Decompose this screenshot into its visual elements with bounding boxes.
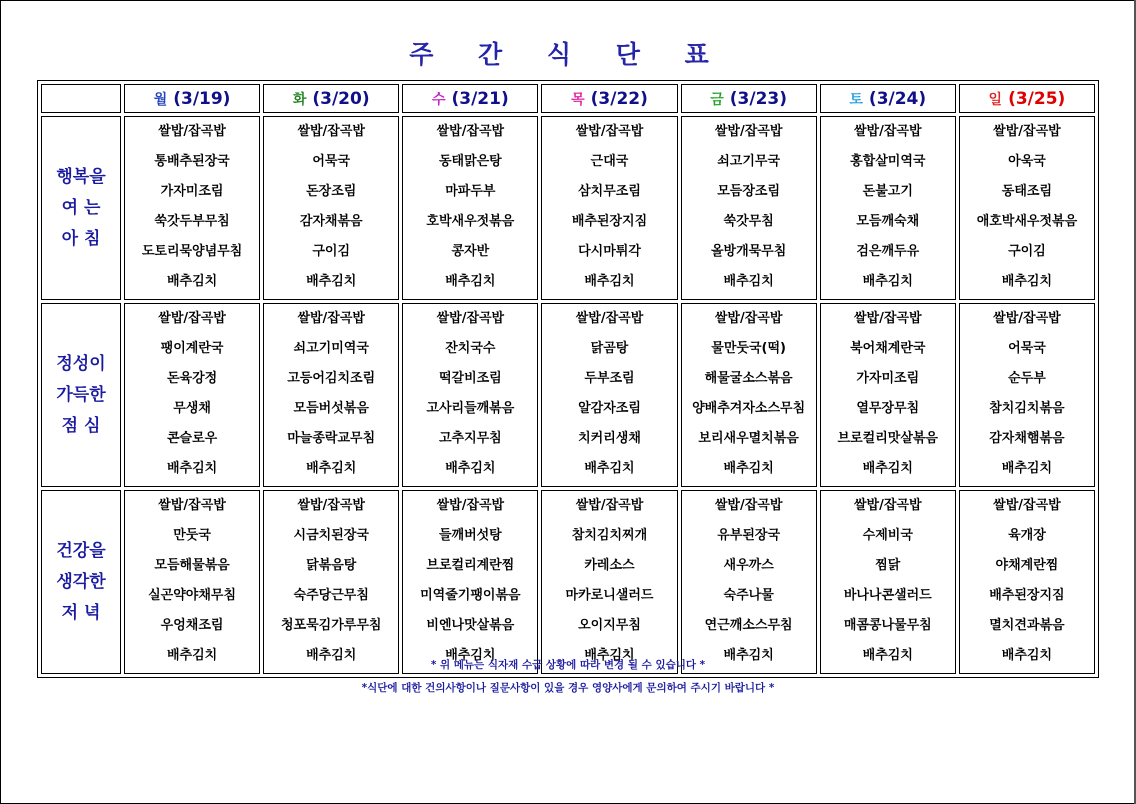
menu-item: 쌀밥/잡곡밥 bbox=[158, 124, 226, 139]
menu-item: 동태맑은탕 bbox=[438, 154, 502, 169]
menu-item: 가자미조림 bbox=[856, 371, 920, 386]
day-date: (3/25) bbox=[1008, 88, 1066, 109]
menu-item: 청포묵김가루무침 bbox=[280, 618, 382, 633]
menu-cell bbox=[681, 490, 817, 674]
menu-item: 브로컬리계란찜 bbox=[426, 558, 515, 573]
menu-item: 비엔나맛살볶음 bbox=[426, 618, 515, 633]
meal-label-line: 저 녁 bbox=[61, 602, 101, 623]
menu-cell bbox=[541, 303, 677, 487]
menu-item: 배추김치 bbox=[862, 274, 913, 289]
menu-cell bbox=[124, 116, 260, 300]
day-icon: 수 bbox=[431, 91, 446, 108]
menu-item: 쌀밥/잡곡밥 bbox=[575, 124, 644, 139]
menu-item: 실곤약야채무침 bbox=[148, 588, 237, 603]
menu-item: 쌀밥/잡곡밥 bbox=[436, 498, 505, 513]
menu-item: 쌀밥/잡곡밥 bbox=[297, 311, 365, 326]
menu-item: 수제비국 bbox=[862, 528, 913, 543]
menu-list bbox=[403, 304, 537, 486]
menu-cell bbox=[402, 303, 538, 487]
menu-list bbox=[542, 304, 676, 486]
menu-cell bbox=[959, 303, 1095, 487]
menu-list bbox=[682, 304, 816, 486]
menu-list bbox=[403, 117, 537, 299]
menu-list bbox=[264, 117, 398, 299]
menu-list bbox=[264, 491, 398, 673]
menu-cell bbox=[959, 490, 1095, 674]
menu-item: 팽이계란국 bbox=[160, 341, 224, 356]
menu-item: 쌀밥/잡곡밥 bbox=[993, 124, 1061, 139]
menu-item: 배추김치 bbox=[1001, 648, 1053, 663]
menu-item: 배추김치 bbox=[166, 648, 218, 663]
menu-item: 쌀밥/잡곡밥 bbox=[158, 311, 226, 326]
menu-item: 쌀밥/잡곡밥 bbox=[993, 311, 1061, 326]
menu-item: 쌀밥/잡곡밥 bbox=[854, 498, 922, 513]
menu-item: 잔치국수 bbox=[445, 341, 496, 356]
menu-item: 검은깨두유 bbox=[856, 244, 920, 259]
menu-item: 바나나콘샐러드 bbox=[843, 588, 932, 603]
menu-item: 감자채햄볶음 bbox=[989, 431, 1065, 446]
menu-item: 배추김치 bbox=[166, 274, 218, 289]
menu-item: 해물굴소스볶음 bbox=[704, 371, 793, 386]
corner-cell bbox=[41, 84, 121, 113]
meal-label-line: 아 침 bbox=[61, 228, 101, 249]
menu-list bbox=[821, 117, 955, 299]
meal-label-lunch bbox=[41, 303, 121, 487]
menu-item: 구이김 bbox=[312, 244, 351, 259]
day-date: (3/19) bbox=[173, 88, 231, 109]
menu-item: 배추김치 bbox=[862, 648, 913, 663]
menu-list bbox=[682, 117, 816, 299]
menu-item: 배추김치 bbox=[723, 461, 774, 476]
menu-item: 다시마튀각 bbox=[578, 244, 641, 259]
menu-item: 만둣국 bbox=[173, 528, 211, 543]
menu-item: 유부된장국 bbox=[717, 528, 781, 543]
page-title: 주 간 식 단 표 bbox=[409, 40, 727, 69]
menu-item: 시금치된장국 bbox=[293, 528, 369, 543]
menu-list bbox=[125, 117, 259, 299]
menu-item: 매콤콩나물무침 bbox=[843, 618, 932, 633]
menu-item: 보리새우멸치볶음 bbox=[698, 431, 799, 446]
meal-label-line: 생각한 bbox=[56, 571, 106, 592]
menu-item: 치커리생채 bbox=[578, 431, 641, 446]
menu-cell bbox=[541, 116, 677, 300]
menu-item: 배추된장지짐 bbox=[989, 588, 1065, 603]
menu-item: 어묵국 bbox=[1008, 341, 1046, 356]
menu-cell bbox=[263, 490, 399, 674]
menu-item: 모듬해물볶음 bbox=[154, 558, 230, 573]
menu-cell bbox=[402, 490, 538, 674]
meal-row-breakfast bbox=[41, 116, 1095, 300]
day-icon: 금 bbox=[710, 91, 724, 108]
menu-item: 닭곰탕 bbox=[590, 341, 629, 356]
day-header-mon bbox=[124, 84, 260, 113]
menu-item: 야채계란찜 bbox=[995, 558, 1059, 573]
menu-item: 애호박새우젓볶음 bbox=[976, 214, 1078, 229]
menu-item: 고사리들깨볶음 bbox=[426, 401, 515, 416]
menu-list bbox=[542, 117, 676, 299]
menu-item: 두부조림 bbox=[584, 371, 635, 386]
menu-cell bbox=[124, 303, 260, 487]
menu-item: 고추지무침 bbox=[438, 431, 502, 446]
menu-item: 북어채계란국 bbox=[850, 341, 926, 356]
day-date: (3/20) bbox=[312, 88, 370, 109]
day-header-wed bbox=[402, 84, 538, 113]
menu-list bbox=[960, 304, 1094, 486]
menu-item: 숙주당근무침 bbox=[293, 588, 369, 603]
menu-item: 우엉채조림 bbox=[160, 618, 224, 633]
menu-item: 쌀밥/잡곡밥 bbox=[854, 124, 922, 139]
menu-list bbox=[403, 491, 537, 673]
meal-label-line: 건강을 bbox=[56, 540, 106, 561]
menu-list bbox=[125, 491, 259, 673]
day-icon: 화 bbox=[292, 91, 307, 108]
menu-item: 배추김치 bbox=[306, 274, 357, 289]
day-header-fri bbox=[681, 84, 817, 113]
menu-item: 홍합살미역국 bbox=[850, 154, 926, 169]
menu-item: 올방개묵무침 bbox=[710, 244, 787, 259]
menu-item: 오이지무침 bbox=[578, 618, 641, 633]
menu-cell bbox=[124, 490, 260, 674]
menu-item: 알감자조림 bbox=[578, 401, 641, 416]
menu-item: 들깨버섯탕 bbox=[438, 528, 502, 543]
menu-item: 근대국 bbox=[590, 154, 629, 169]
menu-item: 쌀밥/잡곡밥 bbox=[575, 311, 644, 326]
day-header-row bbox=[41, 84, 1095, 113]
menu-item: 쌀밥/잡곡밥 bbox=[297, 498, 365, 513]
menu-item: 통배추된장국 bbox=[154, 154, 230, 169]
menu-item: 쇠고기미역국 bbox=[293, 341, 369, 356]
menu-item: 배추김치 bbox=[584, 648, 635, 663]
menu-cell bbox=[263, 116, 399, 300]
menu-item: 아욱국 bbox=[1008, 154, 1046, 169]
menu-cell bbox=[681, 116, 817, 300]
menu-item: 참치김치찌개 bbox=[571, 528, 648, 543]
menu-item: 감자채볶음 bbox=[299, 214, 363, 229]
day-date: (3/23) bbox=[729, 88, 788, 109]
menu-item: 떡갈비조림 bbox=[438, 371, 502, 386]
menu-item: 배추김치 bbox=[723, 648, 774, 663]
menu-item: 쌀밥/잡곡밥 bbox=[575, 498, 644, 513]
menu-item: 쌀밥/잡곡밥 bbox=[854, 311, 922, 326]
menu-item: 쑥갓무침 bbox=[723, 214, 774, 229]
menu-item: 카레소스 bbox=[584, 558, 635, 573]
menu-item: 물만둣국(떡) bbox=[711, 341, 786, 356]
menu-item: 콘슬로우 bbox=[166, 431, 218, 446]
day-icon: 목 bbox=[571, 91, 585, 108]
weekly-menu-table bbox=[37, 80, 1099, 678]
menu-item: 돈육강정 bbox=[166, 371, 218, 386]
menu-item: 배추김치 bbox=[306, 648, 357, 663]
menu-item: 마카로니샐러드 bbox=[565, 588, 654, 603]
menu-item: 배추된장지짐 bbox=[571, 214, 648, 229]
menu-item: 열무장무침 bbox=[856, 401, 920, 416]
menu-item: 배추김치 bbox=[584, 274, 635, 289]
menu-item: 숙주나물 bbox=[723, 588, 774, 603]
meal-label-line: 가득한 bbox=[56, 384, 106, 405]
menu-list bbox=[264, 304, 398, 486]
menu-item: 닭볶음탕 bbox=[306, 558, 357, 573]
menu-item: 콩자반 bbox=[451, 244, 490, 259]
menu-list bbox=[821, 491, 955, 673]
menu-item: 찜닭 bbox=[875, 558, 901, 573]
notice-change: * 위 메뉴는 식자재 수급 상황에 따라 변경 될 수 있습니다 * bbox=[430, 659, 706, 671]
menu-cell bbox=[402, 116, 538, 300]
menu-list bbox=[960, 117, 1094, 299]
menu-item: 어묵국 bbox=[312, 154, 351, 169]
menu-item: 쌀밥/잡곡밥 bbox=[993, 498, 1061, 513]
menu-item: 쌀밥/잡곡밥 bbox=[436, 311, 505, 326]
day-header-thu bbox=[541, 84, 677, 113]
meal-label-line: 여 는 bbox=[61, 197, 101, 218]
menu-item: 참치김치볶음 bbox=[989, 401, 1065, 416]
menu-item: 도토리묵양념무침 bbox=[141, 244, 243, 259]
day-header-sat bbox=[820, 84, 956, 113]
menu-item: 쌀밥/잡곡밥 bbox=[158, 498, 226, 513]
menu-cell bbox=[541, 490, 677, 674]
menu-cell bbox=[820, 116, 956, 300]
menu-item: 쌀밥/잡곡밥 bbox=[297, 124, 365, 139]
day-date: (3/24) bbox=[868, 88, 927, 109]
menu-cell bbox=[820, 303, 956, 487]
meal-label-line: 행복을 bbox=[56, 166, 106, 187]
day-date: (3/22) bbox=[590, 88, 648, 109]
day-header-tue bbox=[263, 84, 399, 113]
menu-item: 돈장조림 bbox=[306, 184, 357, 199]
meal-row-dinner bbox=[41, 490, 1095, 674]
menu-item: 쌀밥/잡곡밥 bbox=[436, 124, 505, 139]
menu-item: 마파두부 bbox=[445, 184, 496, 199]
menu-item: 연근깨소스무침 bbox=[704, 618, 793, 633]
menu-list bbox=[542, 491, 676, 673]
menu-item: 쌀밥/잡곡밥 bbox=[714, 311, 783, 326]
menu-item: 모듬장조림 bbox=[717, 184, 781, 199]
menu-item: 배추김치 bbox=[862, 461, 913, 476]
meal-row-lunch bbox=[41, 303, 1095, 487]
day-icon: 월 bbox=[153, 91, 168, 108]
notice-contact: *식단에 대한 건의사항이나 질문사항이 있을 경우 영양사에게 문의하여 주시기 바랍니다 * bbox=[361, 682, 775, 694]
menu-item: 무생채 bbox=[173, 401, 211, 416]
menu-item: 브로컬리맛살볶음 bbox=[837, 431, 938, 446]
menu-list bbox=[960, 491, 1094, 673]
menu-item: 구이김 bbox=[1008, 244, 1046, 259]
menu-item: 배추김치 bbox=[166, 461, 218, 476]
menu-item: 배추김치 bbox=[445, 461, 496, 476]
menu-item: 육개장 bbox=[1008, 528, 1046, 543]
day-header-sun bbox=[959, 84, 1095, 113]
menu-item: 새우까스 bbox=[723, 558, 774, 573]
menu-item: 순두부 bbox=[1008, 371, 1046, 386]
menu-item: 배추김치 bbox=[1001, 461, 1053, 476]
menu-item: 모듬버섯볶음 bbox=[293, 401, 369, 416]
day-date: (3/21) bbox=[451, 88, 509, 109]
menu-list bbox=[682, 491, 816, 673]
menu-item: 미역줄기팽이볶음 bbox=[420, 588, 521, 603]
meal-label-breakfast bbox=[41, 116, 121, 300]
meal-label-line: 정성이 bbox=[56, 353, 106, 374]
menu-item: 돈불고기 bbox=[862, 184, 913, 199]
menu-item: 배추김치 bbox=[445, 648, 496, 663]
menu-item: 멸치견과볶음 bbox=[989, 618, 1065, 633]
menu-cell bbox=[959, 116, 1095, 300]
menu-list bbox=[125, 304, 259, 486]
menu-item: 모듬깨숙채 bbox=[856, 214, 920, 229]
menu-item: 삼치무조림 bbox=[578, 184, 641, 199]
menu-cell bbox=[263, 303, 399, 487]
menu-item: 배추김치 bbox=[584, 461, 635, 476]
menu-item: 배추김치 bbox=[723, 274, 774, 289]
menu-item: 쌀밥/잡곡밥 bbox=[714, 498, 783, 513]
day-icon: 일 bbox=[988, 91, 1003, 108]
menu-item: 배추김치 bbox=[1001, 274, 1053, 289]
meal-label-line: 점 심 bbox=[61, 415, 101, 436]
menu-item: 배추김치 bbox=[445, 274, 496, 289]
menu-item: 쑥갓두부무침 bbox=[154, 214, 230, 229]
menu-item: 쇠고기무국 bbox=[717, 154, 781, 169]
menu-item: 양배추겨자소스무침 bbox=[692, 401, 806, 416]
menu-item: 마늘종락교무침 bbox=[287, 431, 376, 446]
menu-list bbox=[821, 304, 955, 486]
menu-cell bbox=[820, 490, 956, 674]
menu-cell bbox=[681, 303, 817, 487]
day-icon: 토 bbox=[849, 91, 863, 108]
menu-item: 배추김치 bbox=[306, 461, 357, 476]
meal-label-dinner bbox=[41, 490, 121, 674]
menu-item: 쌀밥/잡곡밥 bbox=[714, 124, 783, 139]
menu-item: 동태조림 bbox=[1001, 184, 1053, 199]
menu-item: 가자미조림 bbox=[160, 184, 224, 199]
menu-item: 고등어김치조림 bbox=[287, 371, 376, 386]
menu-item: 호박새우젓볶음 bbox=[426, 214, 515, 229]
